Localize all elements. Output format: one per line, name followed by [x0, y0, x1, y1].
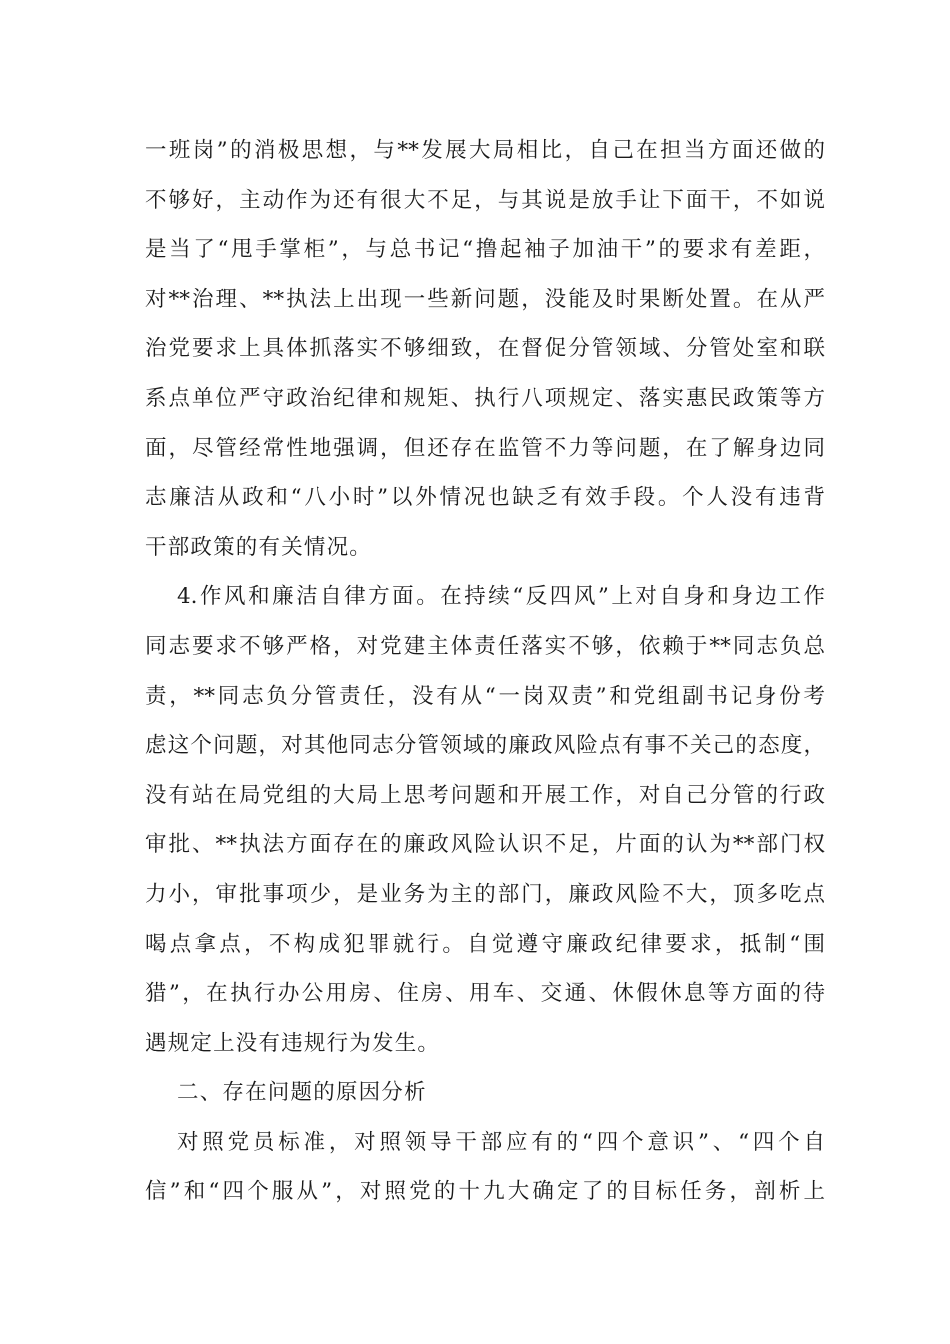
text-line: 力小，审批事项少，是业务为主的部门，廉政风险不大，顶多吃点 [145, 881, 825, 907]
text-line: 4.作风和廉洁自律方面。在持续“反四风”上对自身和身边工作 [177, 584, 825, 610]
text-line: 干部政策的有关情况。 [145, 534, 373, 560]
text-line: 一班岗”的消极思想，与**发展大局相比，自己在担当方面还做的 [145, 138, 825, 163]
text-line: 同志要求不够严格，对党建主体责任落实不够，依赖于**同志负总 [145, 633, 825, 659]
text-line: 对照党员标准，对照领导干部应有的“四个意识”、“四个自 [177, 1129, 825, 1155]
text-line: 遇规定上没有违规行为发生。 [145, 1030, 441, 1056]
document-body [145, 130, 825, 1221]
text-line: 系点单位严守政治纪律和规矩、执行八项规定、落实惠民政策等方 [145, 385, 825, 411]
text-line: 没有站在局党组的大局上思考问题和开展工作，对自己分管的行政 [145, 782, 825, 808]
text-line: 信”和“四个服从”，对照党的十九大确定了的目标任务，剖析上 [145, 1179, 825, 1205]
text-line: 是当了“甩手掌柜”，与总书记“撸起袖子加油干”的要求有差距， [145, 237, 825, 263]
text-line: 喝点拿点，不构成犯罪就行。自觉遵守廉政纪律要求，抵制“围 [145, 931, 825, 957]
text-line: 虑这个问题，对其他同志分管领域的廉政风险点有事不关己的态度， [145, 733, 825, 759]
text-line: 对**治理、**执法上出现一些新问题，没能及时果断处置。在从严 [145, 286, 825, 312]
text-line: 不够好，主动作为还有很大不足，与其说是放手让下面干，不如说 [145, 187, 825, 213]
text-line: 志廉洁从政和“八小时”以外情况也缺乏有效手段。个人没有违背 [145, 485, 825, 511]
text-line: 治党要求上具体抓落实不够细致，在督促分管领域、分管处室和联 [145, 336, 825, 362]
text-line: 二、存在问题的原因分析 [177, 1080, 427, 1106]
text-line: 审批、**执法方面存在的廉政风险认识不足，片面的认为**部门权 [145, 832, 825, 858]
text-line: 面，尽管经常性地强调，但还存在监管不力等问题，在了解身边同 [145, 435, 825, 461]
text-line: 责，**同志负分管责任，没有从“一岗双责”和党组副书记身份考 [145, 683, 825, 709]
text-line: 猎”，在执行办公用房、住房、用车、交通、休假休息等方面的待 [145, 981, 825, 1007]
